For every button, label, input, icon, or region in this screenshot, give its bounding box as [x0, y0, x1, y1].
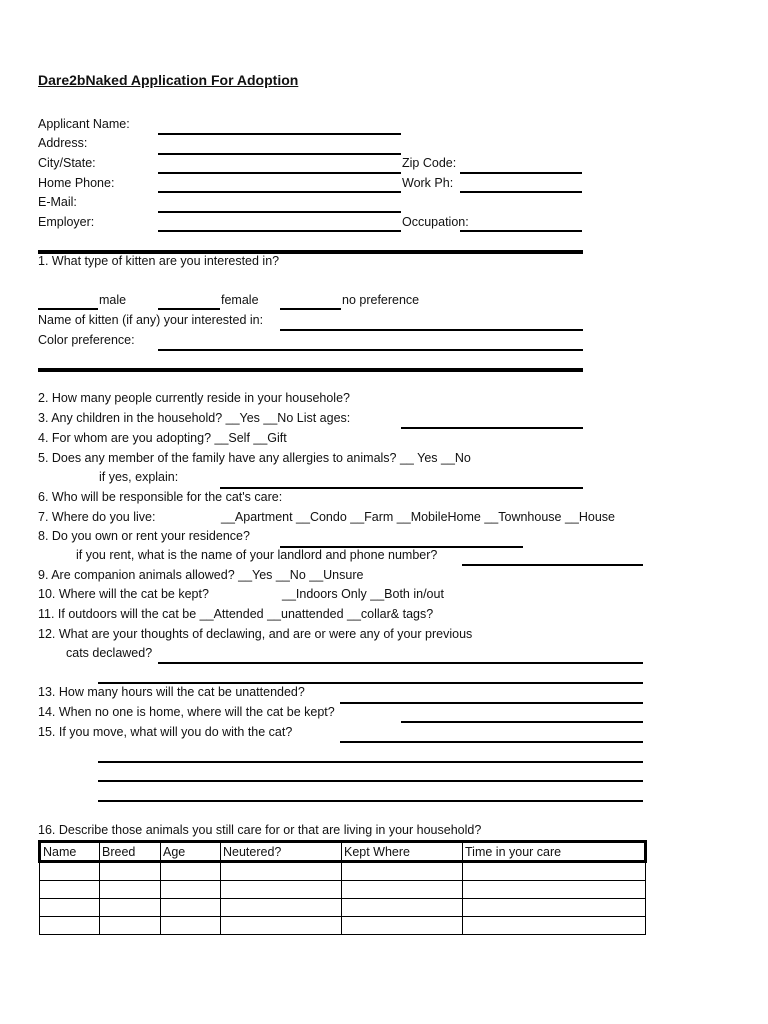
no-preference-label: no preference — [342, 293, 420, 307]
question-6: 6. Who will be responsible for the cat's care: — [38, 490, 283, 504]
header-kept-where: Kept Where — [342, 842, 463, 862]
question-5: 5. Does any member of the family have any allergies to animals? __ Yes __No — [38, 451, 471, 465]
question-12-declawed: cats declawed? — [66, 646, 153, 660]
table-cell[interactable] — [342, 862, 463, 881]
male-blank[interactable] — [38, 308, 98, 310]
zip-label: Zip Code: — [402, 156, 457, 170]
question-2: 2. How many people currently reside in your househole? — [38, 391, 350, 405]
employer-label: Employer: — [38, 215, 95, 229]
move-line-1[interactable] — [340, 741, 643, 743]
work-phone-label: Work Ph: — [402, 176, 454, 190]
declaw-line-1[interactable] — [158, 662, 643, 664]
table-cell[interactable] — [221, 862, 342, 881]
question-14: 14. When no one is home, where will the cat be kept? — [38, 705, 335, 719]
table-cell[interactable] — [221, 881, 342, 899]
table-cell[interactable] — [40, 881, 100, 899]
table-cell[interactable] — [161, 862, 221, 881]
table-cell[interactable] — [100, 917, 161, 935]
table-cell[interactable] — [221, 917, 342, 935]
question-16: 16. Describe those animals you still care for or that are living in your household? — [38, 823, 482, 837]
table-cell[interactable] — [463, 881, 646, 899]
header-neutered: Neutered? — [221, 842, 342, 862]
move-line-3[interactable] — [98, 780, 643, 782]
question-7-options: __Apartment __Condo __Farm __MobileHome __Townhouse __House — [221, 510, 615, 524]
email-label: E-Mail: — [38, 195, 77, 209]
table-cell[interactable] — [463, 899, 646, 917]
question-9: 9. Are companion animals allowed? __Yes __No __Unsure — [38, 568, 364, 582]
table-row[interactable] — [40, 917, 646, 935]
table-cell[interactable] — [100, 862, 161, 881]
table-cell[interactable] — [40, 917, 100, 935]
header-age: Age — [161, 842, 221, 862]
city-state-line[interactable] — [158, 172, 401, 174]
question-8: 8. Do you own or rent your residence? — [38, 529, 250, 543]
city-state-label: City/State: — [38, 156, 96, 170]
address-label: Address: — [38, 136, 88, 150]
move-line-2[interactable] — [98, 761, 643, 763]
table-cell[interactable] — [342, 881, 463, 899]
table-cell[interactable] — [40, 862, 100, 881]
question-15: 15. If you move, what will you do with the cat? — [38, 725, 293, 739]
header-name: Name — [40, 842, 100, 862]
female-blank[interactable] — [158, 308, 220, 310]
occupation-line[interactable] — [460, 230, 582, 232]
home-phone-label: Home Phone: — [38, 176, 115, 190]
home-phone-line[interactable] — [158, 191, 401, 193]
table-header-row — [40, 842, 646, 862]
question-8-landlord: if you rent, what is the name of your landlord and phone number? — [76, 548, 438, 562]
address-line[interactable] — [158, 153, 401, 155]
question-10-options: __Indoors Only __Both in/out — [282, 587, 444, 601]
list-ages-line[interactable] — [401, 427, 583, 429]
question-10: 10. Where will the cat be kept? — [38, 587, 209, 601]
header-time-in-care: Time in your care — [463, 842, 646, 862]
table-row[interactable] — [40, 862, 646, 881]
form-title: Dare2bNaked Application For Adoption — [38, 72, 299, 88]
table-cell[interactable] — [40, 899, 100, 917]
table-row[interactable] — [40, 899, 646, 917]
table-cell[interactable] — [100, 881, 161, 899]
landlord-line[interactable] — [462, 564, 643, 566]
table-cell[interactable] — [221, 899, 342, 917]
kitten-name-label: Name of kitten (if any) your interested in: — [38, 313, 264, 327]
header-breed: Breed — [100, 842, 161, 862]
move-line-4[interactable] — [98, 800, 643, 802]
color-preference-label: Color preference: — [38, 333, 135, 347]
table-cell[interactable] — [161, 917, 221, 935]
kitten-name-line[interactable] — [280, 329, 583, 331]
table-cell[interactable] — [100, 899, 161, 917]
table-cell[interactable] — [463, 862, 646, 881]
table-cell[interactable] — [342, 917, 463, 935]
color-preference-line[interactable] — [158, 349, 583, 351]
male-label: male — [99, 293, 127, 307]
question-12: 12. What are your thoughts of declawing, and are or were any of your previous — [38, 627, 473, 641]
table-row[interactable] — [40, 881, 646, 899]
question-4: 4. For whom are you adopting? __Self __Gift — [38, 431, 287, 445]
female-label: female — [221, 293, 259, 307]
question-1: 1. What type of kitten are you interested in? — [38, 254, 280, 268]
kept-home-line[interactable] — [401, 721, 643, 723]
table-cell[interactable] — [342, 899, 463, 917]
question-7: 7. Where do you live: — [38, 510, 156, 524]
occupation-label: Occupation: — [402, 215, 469, 229]
employer-line[interactable] — [158, 230, 401, 232]
question-11: 11. If outdoors will the cat be __Attended __unattended __collar& tags? — [38, 607, 434, 621]
hours-line[interactable] — [340, 702, 643, 704]
question-5-explain: if yes, explain: — [99, 470, 179, 484]
table-cell[interactable] — [161, 899, 221, 917]
question-13: 13. How many hours will the cat be unattended? — [38, 685, 305, 699]
table-cell[interactable] — [463, 917, 646, 935]
section-divider-2 — [38, 368, 583, 372]
no-preference-blank[interactable] — [280, 308, 341, 310]
zip-line[interactable] — [460, 172, 582, 174]
table-cell[interactable] — [161, 881, 221, 899]
work-phone-line[interactable] — [460, 191, 582, 193]
email-line[interactable] — [158, 211, 401, 213]
applicant-name-line[interactable] — [158, 133, 401, 135]
question-3: 3. Any children in the household? __Yes __No List ages: — [38, 411, 351, 425]
animals-table — [38, 840, 647, 935]
applicant-name-label: Applicant Name: — [38, 117, 130, 131]
